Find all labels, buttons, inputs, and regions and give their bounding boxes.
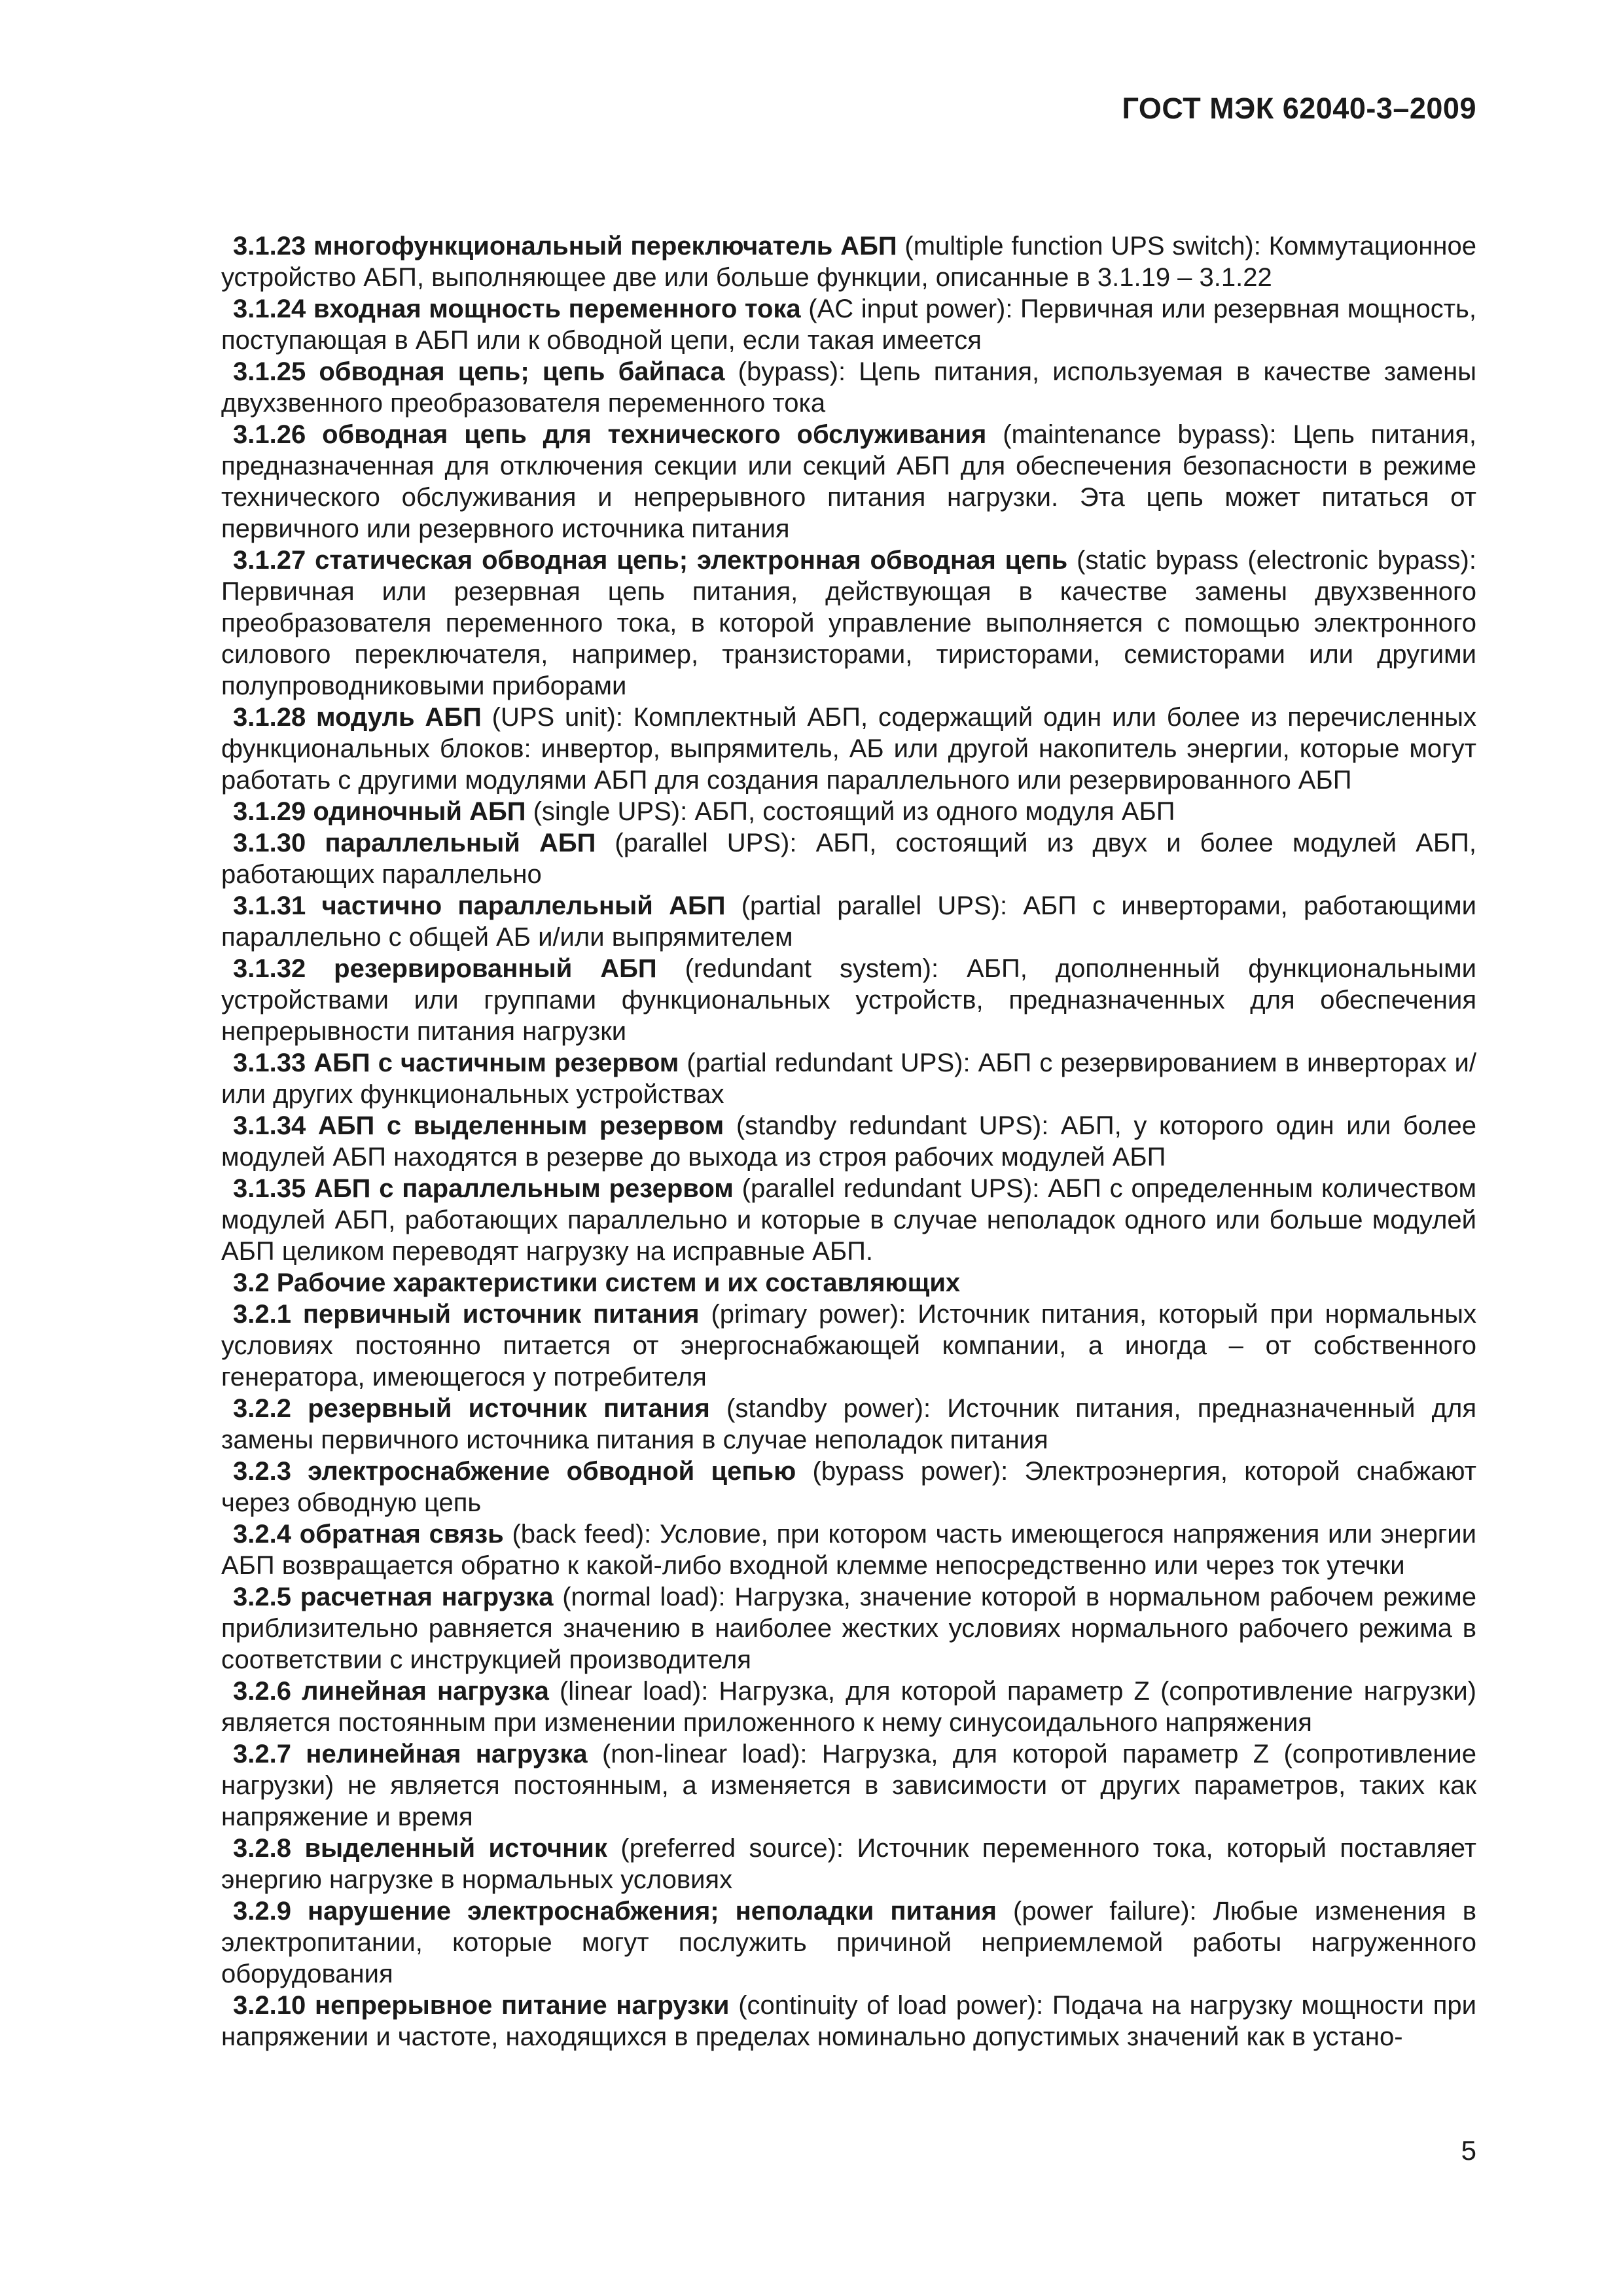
definition-number: 3.2.4 — [233, 1520, 291, 1549]
definition-entry — [221, 827, 1476, 890]
section-heading: 3.2 Рабочие характеристики систем и их составляющих — [233, 1268, 961, 1297]
definition-entry — [221, 419, 1476, 545]
definition-text: (single UPS): АБП, состоящий из одного модуля АБП — [533, 797, 1175, 826]
definition-number: 3.1.28 — [233, 703, 306, 732]
definition-text: (non-linear load): Нагрузка, для которой параметр Z (сопротивление нагрузки) не является постоянным, а изменяется в зависимости от других параметров, таких как напряжение и время — [221, 1740, 1476, 1831]
definition-text: (standby power): Источник питания, предназначенный для замены первичного источника питания в случае неполадок питания — [221, 1394, 1476, 1454]
definition-entry — [221, 1676, 1476, 1738]
definition-term: резервный источник питания — [308, 1394, 710, 1423]
definition-number: 3.2.5 — [233, 1583, 291, 1611]
definition-number: 3.1.25 — [233, 357, 306, 386]
definition-term: непрерывное питание нагрузки — [314, 1991, 730, 2020]
definition-term: расчетная нагрузка — [300, 1583, 554, 1611]
definition-term: линейная нагрузка — [302, 1677, 549, 1706]
definition-number: 3.2.6 — [233, 1677, 291, 1706]
definition-text: (power failure): Любые изменения в электропитании, которые могут послужить причиной неприемлемой работы нагруженного оборудования — [221, 1897, 1476, 1988]
definition-entry — [221, 1110, 1476, 1173]
definition-text: (parallel redundant UPS): АБП с определенным количеством модулей АБП, работающих параллельно и которые в случае неполадок одного или больше модулей АБП целиком переводят нагрузку на исправные АБП. — [221, 1174, 1476, 1266]
definition-number: 3.1.27 — [233, 546, 306, 575]
definition-term: обводная цепь для технического обслуживания — [322, 420, 987, 449]
definition-number: 3.1.34 — [233, 1111, 306, 1140]
definition-entry — [221, 1456, 1476, 1518]
definition-text: (multiple function UPS switch): Коммутационное устройство АБП, выполняющее две или больше функции, описанные в 3.1.19 – 3.1.22 — [221, 232, 1476, 292]
definition-entry — [221, 702, 1476, 796]
definition-term: обводная цепь; цепь байпаса — [319, 357, 725, 386]
definition-number: 3.1.26 — [233, 420, 306, 449]
definition-entry — [221, 545, 1476, 702]
document-body — [221, 230, 1476, 2053]
definition-text: (linear load): Нагрузка, для которой параметр Z (сопротивление нагрузки) является постоянным при изменении приложенного к нему синусоидального напряжения — [221, 1677, 1477, 1737]
definition-term: нарушение электроснабжения; неполадки питания — [307, 1897, 997, 1926]
definition-term: электроснабжение обводной цепью — [308, 1457, 796, 1486]
definition-text: (UPS unit): Комплектный АБП, содержащий один или более из перечисленных функциональных блоков: инвертор, выпрямитель, АБ или другой накопитель энергии, которые могут работать с другими модулями АБП для создания параллельного или резервированного АБП — [221, 703, 1477, 795]
definition-entry — [221, 293, 1476, 356]
definition-number: 3.2.2 — [233, 1394, 291, 1423]
definition-number: 3.1.33 — [233, 1049, 306, 1077]
definition-text: (primary power): Источник питания, который при нормальных условиях постоянно питается от энергоснабжающей компании, а иногда – от собственного генератора, имеющегося у потребителя — [221, 1300, 1476, 1391]
definition-entry — [221, 230, 1476, 293]
definition-number: 3.2.1 — [233, 1300, 291, 1329]
page-number: 5 — [1461, 2135, 1476, 2166]
definition-term: первичный источник питания — [302, 1300, 700, 1329]
definition-entry — [221, 1393, 1476, 1456]
definition-number: 3.1.32 — [233, 954, 306, 983]
definition-term: частично параллельный АБП — [321, 891, 726, 920]
definition-entry — [221, 953, 1476, 1047]
definition-entry — [221, 1047, 1476, 1110]
definition-text: (bypass): Цепь питания, используемая в качестве замены двухзвенного преобразователя переменного тока — [221, 357, 1476, 418]
definition-text: (back feed): Условие, при котором часть имеющегося напряжения или энергии АБП возвращается обратно к какой-либо входной клемме непосредственно или через ток утечки — [221, 1520, 1476, 1580]
definition-entry — [221, 1299, 1476, 1393]
definition-term: параллельный АБП — [325, 829, 596, 857]
definition-entry — [221, 1581, 1476, 1676]
definition-text: (standby redundant UPS): АБП, у которого один или более модулей АБП находятся в резерве до выхода из строя рабочих модулей АБП — [221, 1111, 1476, 1172]
definition-entry — [221, 1833, 1476, 1895]
definition-entry — [221, 890, 1476, 953]
document-header: ГОСТ МЭК 62040-3–2009 — [1122, 92, 1476, 125]
definition-text: (AC input power): Первичная или резервная мощность, поступающая в АБП или к обводной цепи, если такая имеется — [221, 295, 1476, 355]
definition-term: многофункциональный переключатель АБП — [313, 232, 897, 260]
definition-text: (parallel UPS): АБП, состоящий из двух и более модулей АБП, работающих параллельно — [221, 829, 1476, 889]
definition-number: 3.2.7 — [233, 1740, 291, 1768]
definition-text: (redundant system): АБП, дополненный функциональными устройствами или группами функциональных устройств, предназначенных для обеспечения непрерывности питания нагрузки — [221, 954, 1476, 1046]
definition-term: модуль АБП — [316, 703, 482, 732]
definition-number: 3.1.23 — [233, 232, 306, 260]
definition-number: 3.2.8 — [233, 1834, 291, 1863]
definition-entry — [221, 1895, 1476, 1990]
definition-number: 3.1.24 — [233, 295, 306, 323]
definition-number: 3.1.30 — [233, 829, 306, 857]
definition-entry — [221, 796, 1476, 827]
definition-text: (preferred source): Источник переменного тока, который поставляет энергию нагрузке в нормальных условиях — [221, 1834, 1476, 1894]
definition-text: (maintenance bypass): Цепь питания, предназначенная для отключения секции или секций АБП для обеспечения безопасности в режиме технического обслуживания и непрерывного питания нагрузки. Эта цепь может питаться от первичного или резервного источника питания — [221, 420, 1476, 543]
definition-term: АБП с параллельным резервом — [314, 1174, 734, 1203]
definition-term: обратная связь — [299, 1520, 504, 1549]
definition-text: (partial parallel UPS): АБП с инверторами, работающими параллельно с общей АБ и/или выпрямителем — [221, 891, 1476, 952]
definition-entry — [221, 1518, 1476, 1581]
definition-term: входная мощность переменного тока — [313, 295, 801, 323]
definition-number: 3.1.35 — [233, 1174, 306, 1203]
definition-text: (continuity of load power): Подача на нагрузку мощности при напряжении и частоте, находящихся в пределах номинально допустимых значений как в устано- — [221, 1991, 1476, 2051]
definition-entry — [221, 1173, 1476, 1267]
definition-text: (partial redundant UPS): АБП с резервированием в инверторах и/или других функциональных устройствах — [221, 1049, 1476, 1109]
definition-term: одиночный АБП — [313, 797, 526, 826]
definitions-section-3-1 — [221, 230, 1476, 1267]
definition-term: АБП с частичным резервом — [313, 1049, 679, 1077]
definition-term: статическая обводная цепь; электронная обводная цепь — [315, 546, 1068, 575]
definition-term: выделенный источник — [304, 1834, 607, 1863]
definition-term: нелинейная нагрузка — [306, 1740, 588, 1768]
definition-text: (static bypass (electronic bypass): Первичная или резервная цепь питания, действующая в качестве замены двухзвенного преобразователя переменного тока, в которой управление выполняется с помощью электронного силового переключателя, например, транзисторами, тиристорами, семисторами или другими полупроводниковыми приборами — [221, 546, 1476, 700]
definition-number: 3.1.31 — [233, 891, 306, 920]
definition-entry — [221, 1990, 1476, 2053]
definition-term: АБП с выделенным резервом — [317, 1111, 724, 1140]
definitions-section-3-2 — [221, 1299, 1476, 2053]
definition-term: резервированный АБП — [334, 954, 657, 983]
definition-text: (normal load): Нагрузка, значение которой в нормальном рабочем режиме приблизительно равняется значению в наиболее жестких условиях нормального рабочего режима в соответствии с инструкцией производителя — [221, 1583, 1476, 1674]
definition-text: (bypass power): Электроэнергия, которой снабжают через обводную цепь — [221, 1457, 1476, 1517]
definition-number: 3.2.10 — [233, 1991, 306, 2020]
definition-number: 3.2.3 — [233, 1457, 291, 1486]
definition-number: 3.2.9 — [233, 1897, 291, 1926]
definition-entry — [221, 1738, 1476, 1833]
definition-entry — [221, 356, 1476, 419]
definition-number: 3.1.29 — [233, 797, 306, 826]
